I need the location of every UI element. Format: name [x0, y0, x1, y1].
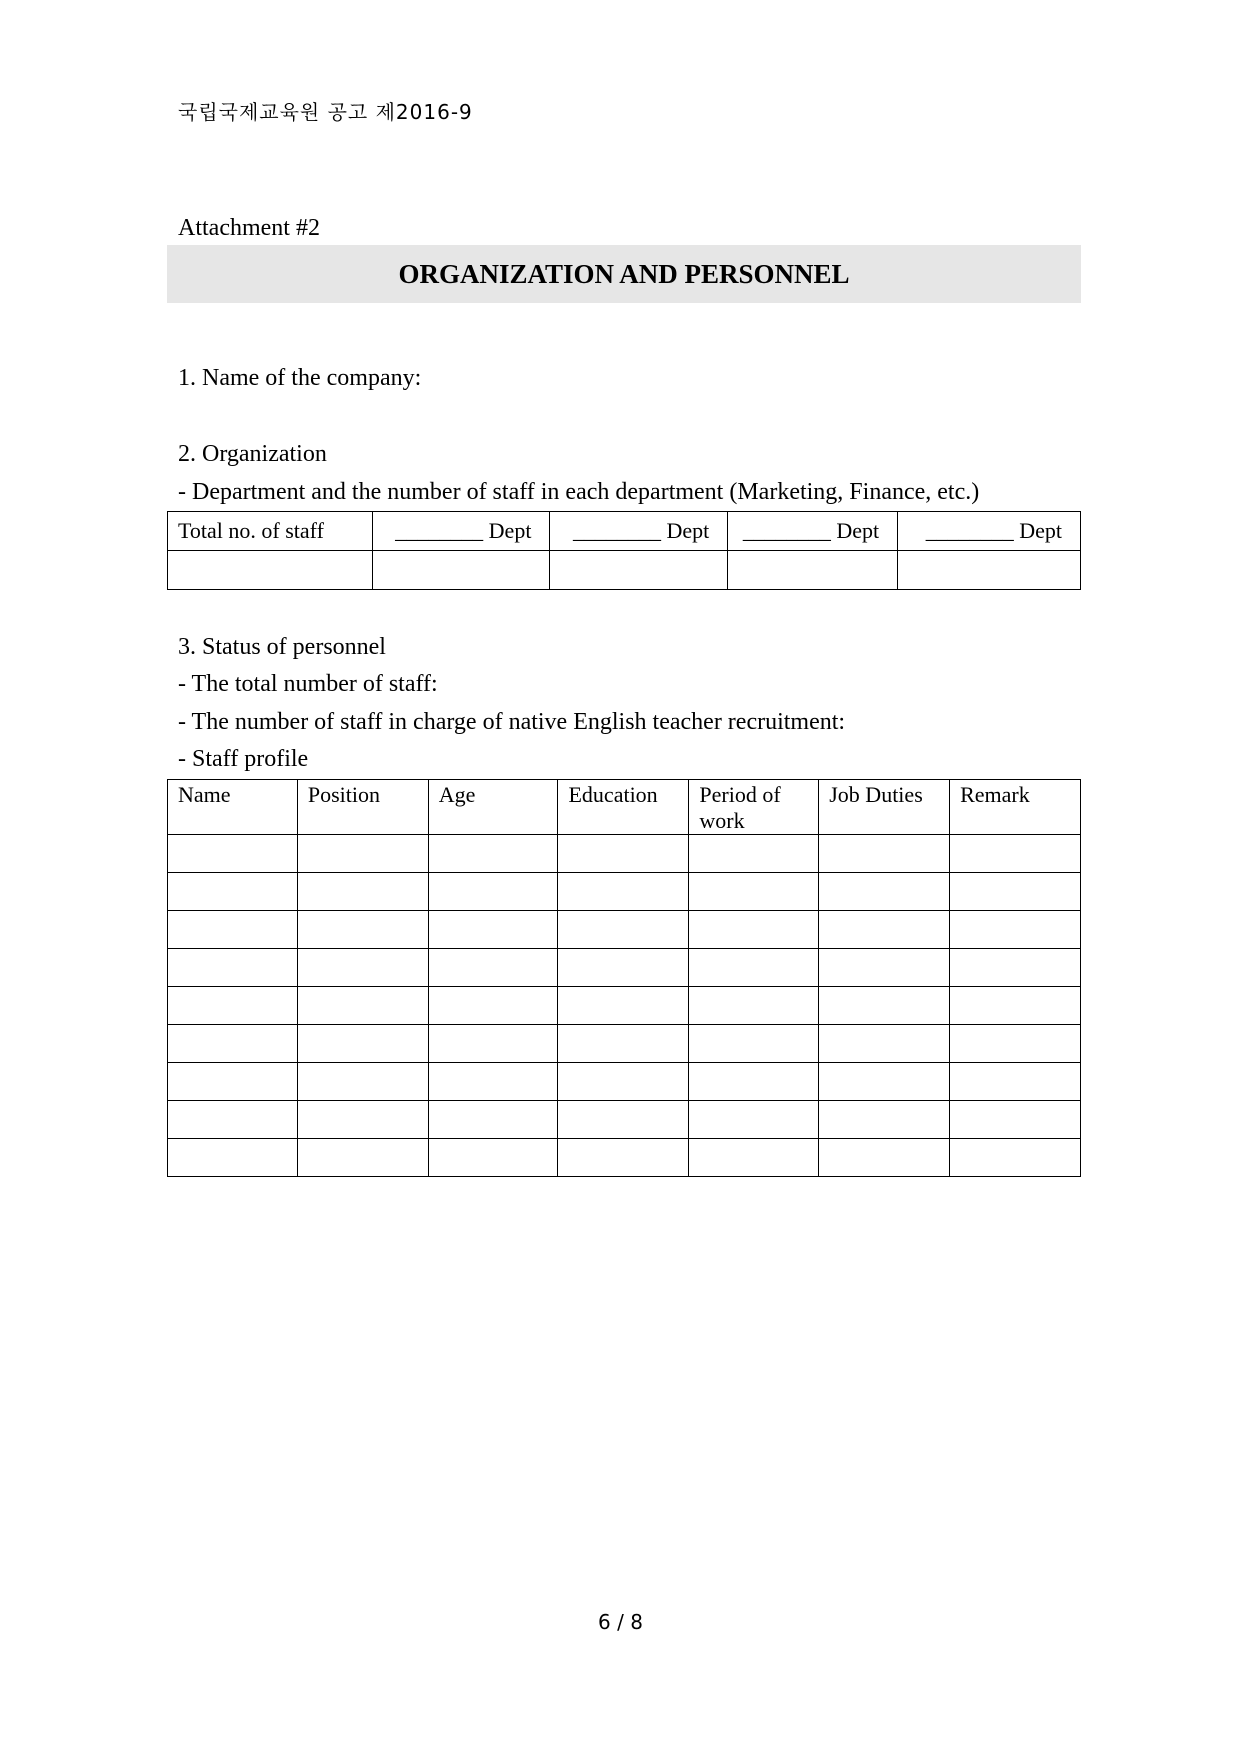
company-name-label: 1. Name of the company:	[178, 365, 422, 391]
personnel-heading: 3. Status of personnel	[178, 634, 386, 660]
table-row	[168, 835, 1081, 873]
table-cell[interactable]	[168, 911, 298, 949]
table-cell[interactable]	[819, 873, 950, 911]
table-cell[interactable]	[428, 835, 558, 873]
table-cell[interactable]	[950, 1101, 1081, 1139]
table-row	[168, 911, 1081, 949]
table-cell[interactable]	[558, 835, 689, 873]
table-row	[168, 1139, 1081, 1177]
table-cell[interactable]	[950, 911, 1081, 949]
table-cell[interactable]	[558, 1101, 689, 1139]
organization-note: - Department and the number of staff in each department (Marketing, Finance, etc.)	[178, 479, 980, 505]
table-cell[interactable]	[168, 1025, 298, 1063]
department-table-row	[168, 551, 1081, 590]
column-header-period: Period of work	[689, 780, 819, 835]
column-header-position: Position	[297, 780, 428, 835]
table-cell[interactable]	[728, 551, 898, 590]
column-header-remark: Remark	[950, 780, 1081, 835]
table-cell[interactable]	[428, 1139, 558, 1177]
table-cell[interactable]	[558, 911, 689, 949]
table-row	[168, 949, 1081, 987]
dept-header: ________ Dept	[372, 512, 550, 551]
staff-table-body	[168, 835, 1081, 1177]
table-cell[interactable]	[428, 1101, 558, 1139]
table-row	[168, 1063, 1081, 1101]
department-table-header	[168, 512, 1081, 551]
column-header-age: Age	[428, 780, 558, 835]
table-cell[interactable]	[689, 1101, 819, 1139]
table-cell[interactable]	[558, 1025, 689, 1063]
table-cell[interactable]	[168, 551, 373, 590]
total-staff-label: - The total number of staff:	[178, 671, 438, 697]
table-cell[interactable]	[558, 949, 689, 987]
table-cell[interactable]	[168, 873, 298, 911]
table-cell[interactable]	[689, 1063, 819, 1101]
table-cell[interactable]	[819, 1139, 950, 1177]
dept-header: ________ Dept	[728, 512, 898, 551]
notice-header: 국립국제교육원 공고 제2016-9	[178, 100, 473, 124]
table-cell[interactable]	[950, 1025, 1081, 1063]
table-cell[interactable]	[297, 873, 428, 911]
page-number: 6 / 8	[598, 1610, 643, 1634]
table-cell[interactable]	[819, 911, 950, 949]
table-cell[interactable]	[950, 873, 1081, 911]
table-cell[interactable]	[428, 1025, 558, 1063]
attachment-label: Attachment #2	[178, 215, 320, 241]
total-staff-header: Total no. of staff	[168, 512, 373, 551]
table-cell[interactable]	[372, 551, 550, 590]
table-cell[interactable]	[428, 1063, 558, 1101]
table-cell[interactable]	[297, 1139, 428, 1177]
recruit-staff-label: - The number of staff in charge of native English teacher recruitment:	[178, 709, 846, 735]
table-row	[168, 987, 1081, 1025]
table-cell[interactable]	[689, 987, 819, 1025]
table-cell[interactable]	[819, 949, 950, 987]
table-cell[interactable]	[819, 835, 950, 873]
dept-header: ________ Dept	[550, 512, 728, 551]
table-cell[interactable]	[689, 1139, 819, 1177]
table-cell[interactable]	[558, 873, 689, 911]
table-cell[interactable]	[898, 551, 1081, 590]
table-cell[interactable]	[558, 1139, 689, 1177]
dept-header: ________ Dept	[898, 512, 1081, 551]
table-cell[interactable]	[550, 551, 728, 590]
table-cell[interactable]	[168, 1063, 298, 1101]
table-cell[interactable]	[689, 949, 819, 987]
table-cell[interactable]	[689, 835, 819, 873]
table-cell[interactable]	[428, 873, 558, 911]
staff-table-header	[168, 780, 1081, 835]
table-cell[interactable]	[428, 987, 558, 1025]
table-row	[168, 1101, 1081, 1139]
title-band	[167, 245, 1081, 303]
table-cell[interactable]	[297, 1101, 428, 1139]
table-cell[interactable]	[168, 835, 298, 873]
table-cell[interactable]	[168, 949, 298, 987]
table-cell[interactable]	[689, 1025, 819, 1063]
table-cell[interactable]	[297, 835, 428, 873]
table-cell[interactable]	[168, 1101, 298, 1139]
organization-heading: 2. Organization	[178, 441, 327, 467]
staff-profile-label: - Staff profile	[178, 746, 309, 772]
column-header-education: Education	[558, 780, 689, 835]
table-cell[interactable]	[297, 911, 428, 949]
table-cell[interactable]	[819, 987, 950, 1025]
table-cell[interactable]	[819, 1063, 950, 1101]
table-cell[interactable]	[950, 835, 1081, 873]
table-row	[168, 1025, 1081, 1063]
table-cell[interactable]	[168, 987, 298, 1025]
table-cell[interactable]	[950, 987, 1081, 1025]
table-cell[interactable]	[428, 949, 558, 987]
table-cell[interactable]	[689, 873, 819, 911]
table-cell[interactable]	[950, 1139, 1081, 1177]
table-cell[interactable]	[819, 1101, 950, 1139]
page-title: ORGANIZATION AND PERSONNEL	[398, 258, 850, 289]
table-cell[interactable]	[297, 987, 428, 1025]
staff-profile-table	[167, 779, 1081, 1177]
department-table	[167, 511, 1081, 590]
table-cell[interactable]	[297, 949, 428, 987]
table-cell[interactable]	[689, 911, 819, 949]
table-cell[interactable]	[819, 1025, 950, 1063]
table-cell[interactable]	[297, 1063, 428, 1101]
table-cell[interactable]	[950, 949, 1081, 987]
table-cell[interactable]	[168, 1139, 298, 1177]
table-cell[interactable]	[950, 1063, 1081, 1101]
table-row	[168, 873, 1081, 911]
column-header-name: Name	[168, 780, 298, 835]
table-cell[interactable]	[297, 1025, 428, 1063]
column-header-job-duties: Job Duties	[819, 780, 950, 835]
table-cell[interactable]	[558, 1063, 689, 1101]
table-cell[interactable]	[558, 987, 689, 1025]
table-cell[interactable]	[428, 911, 558, 949]
